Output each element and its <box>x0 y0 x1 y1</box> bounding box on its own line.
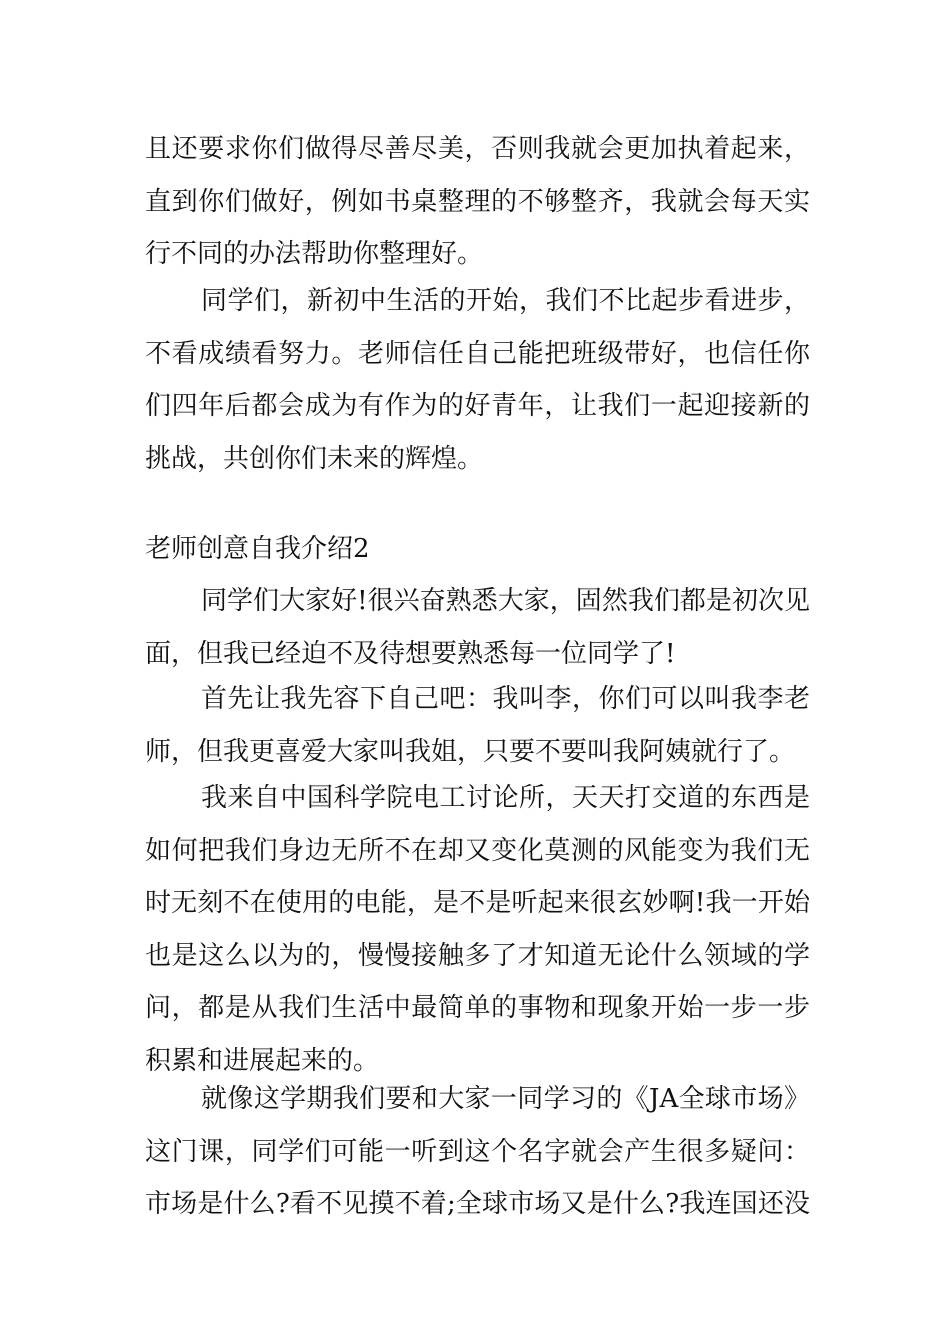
paragraph-6-line: 这门课，同学们可能一听到这个名字就会产生很多疑问： <box>145 1136 810 1167</box>
paragraph-1-line: 行不同的办法帮助你整理好。 <box>145 239 484 270</box>
paragraph-1-line: 且还要求你们做得尽善尽美，否则我就会更加执着起来， <box>145 134 810 164</box>
paragraph-2 <box>145 275 810 485</box>
paragraph-1-line: 直到你们做好，例如书桌整理的不够整齐，我就会每天实 <box>145 186 810 217</box>
paragraph-3-line: 同学们大家好!很兴奋熟悉大家，固然我们都是初次见 <box>201 586 810 616</box>
paragraph-5-line: 我来自中国科学院电工讨论所，天天打交道的东西是 <box>201 783 810 813</box>
paragraph-6-line: 就像这学期我们要和大家一同学习的《JA全球市场》 <box>201 1084 810 1114</box>
paragraph-5-line: 积累和进展起来的。 <box>145 1045 380 1076</box>
paragraph-5-line: 问，都是从我们生活中最简单的事物和现象开始一步一步 <box>145 993 810 1024</box>
paragraph-4 <box>145 673 810 778</box>
paragraph-3-line: 面，但我已经迫不及待想要熟悉每一位同学了! <box>145 638 676 669</box>
paragraph-1 <box>145 123 810 281</box>
paragraph-5-line: 时无刻不在使用的电能，是不是听起来很玄妙啊!我一开始 <box>145 888 810 919</box>
paragraph-4-line: 首先让我先容下自己吧：我叫李，你们可以叫我李老 <box>201 684 810 714</box>
paragraph-3 <box>145 575 810 680</box>
paragraph-6-line: 市场是什么?看不见摸不着;全球市场又是什么?我连国还没 <box>145 1189 810 1220</box>
section-heading: 老师创意自我介绍2 <box>145 534 370 564</box>
paragraph-2-line: 不看成绩看努力。老师信任自己能把班级带好，也信任你 <box>145 338 810 369</box>
paragraph-2-line: 挑战，共创你们未来的辉煌。 <box>145 443 484 474</box>
paragraph-2-line: 同学们，新初中生活的开始，我们不比起步看进步， <box>201 286 810 316</box>
paragraph-5-line: 也是这么以为的，慢慢接触多了才知道无论什么领域的学 <box>145 940 810 971</box>
paragraph-2-line: 们四年后都会成为有作为的好青年，让我们一起迎接新的 <box>145 391 810 422</box>
paragraph-6 <box>145 1073 810 1231</box>
paragraph-5 <box>145 772 810 1088</box>
paragraph-5-line: 如何把我们身边无所不在却又变化莫测的风能变为我们无 <box>145 835 810 866</box>
paragraph-4-line: 师，但我更喜爱大家叫我姐，只要不要叫我阿姨就行了。 <box>145 736 796 767</box>
